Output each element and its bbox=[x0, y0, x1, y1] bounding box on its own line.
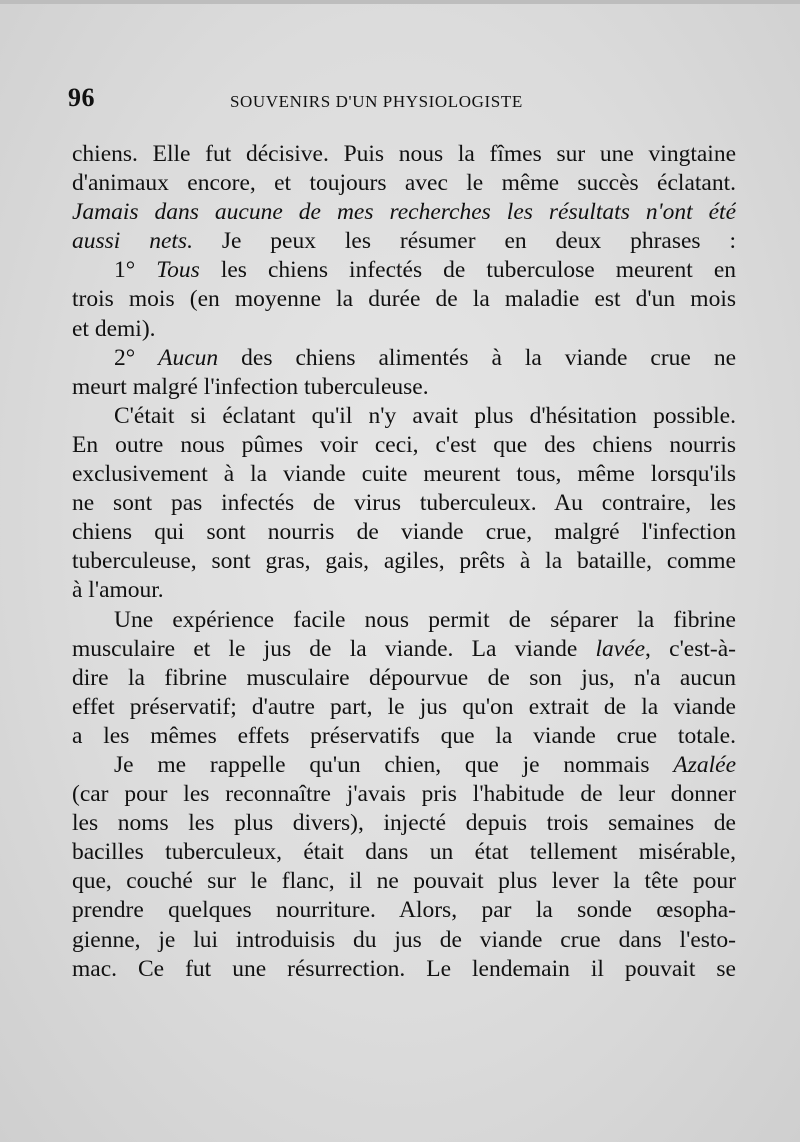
text-line: Je me rappelle qu'un chien, que je nommais Azalée bbox=[114, 751, 736, 778]
text-line: meurt malgré l'infection tuberculeuse. bbox=[72, 373, 429, 400]
text-line: ne sont pas infectés de virus tuberculeux. Au contraire, les bbox=[72, 490, 736, 517]
page-number: 96 bbox=[68, 83, 95, 112]
text-line: 1° Tous les chiens infectés de tuberculose meurent en bbox=[114, 257, 736, 284]
text-line: d'animaux encore, et toujours avec le même succès éclatant. bbox=[72, 170, 736, 197]
text-line: bacilles tuberculeux, était dans un état tellement misérable, bbox=[72, 839, 736, 866]
text-line: Jamais dans aucune de mes recherches les résultats n'ont été bbox=[72, 199, 736, 226]
text-line: C'était si éclatant qu'il n'y avait plus d'hésitation possible. bbox=[114, 402, 736, 429]
text-line: 2° Aucun des chiens alimentés à la viande crue ne bbox=[114, 344, 736, 371]
text-line: a les mêmes effets préservatifs que la viande crue totale. bbox=[72, 722, 736, 749]
text-line: (car pour les reconnaître j'avais pris l'habitude de leur donner bbox=[72, 781, 736, 808]
text-line: Une expérience facile nous permit de séparer la fibrine bbox=[114, 606, 736, 633]
text-line: En outre nous pûmes voir ceci, c'est que des chiens nourris bbox=[72, 431, 736, 458]
text-line: gienne, je lui introduisis du jus de viande crue dans l'esto- bbox=[72, 926, 736, 953]
text-line: exclusivement à la viande cuite meurent tous, même lorsqu'ils bbox=[72, 461, 736, 488]
page-header bbox=[68, 83, 728, 123]
page-edge bbox=[0, 0, 800, 4]
text-line: les noms les plus divers), injecté depuis trois semaines de bbox=[72, 810, 736, 837]
text-line: effet préservatif; d'autre part, le jus qu'on extrait de la viande bbox=[72, 693, 736, 720]
text-line: et demi). bbox=[72, 315, 156, 342]
body-text bbox=[72, 140, 736, 984]
text-line: que, couché sur le flanc, il ne pouvait plus lever la tête pour bbox=[72, 868, 736, 895]
text-line: chiens qui sont nourris de viande crue, malgré l'infection bbox=[72, 519, 736, 546]
text-line: tuberculeuse, sont gras, gais, agiles, prêts à la bataille, comme bbox=[72, 548, 736, 575]
text-line: aussi nets. Je peux les résumer en deux phrases : bbox=[72, 228, 736, 255]
emphasis-word: lavée bbox=[595, 635, 646, 662]
running-title: SOUVENIRS D'UN PHYSIOLOGISTE bbox=[230, 92, 523, 111]
text-line: trois mois (en moyenne la durée de la maladie est d'un mois bbox=[72, 286, 736, 313]
text-line: prendre quelques nourriture. Alors, par la sonde œsopha- bbox=[72, 897, 736, 924]
text-line: musculaire et le jus de la viande. La viande lavée, c'est-à- bbox=[72, 635, 736, 662]
text-line: mac. Ce fut une résurrection. Le lendemain il pouvait se bbox=[72, 955, 736, 982]
text-line: dire la fibrine musculaire dépourvue de son jus, n'a aucun bbox=[72, 664, 736, 691]
text-line: à l'amour. bbox=[72, 577, 164, 604]
text-line: chiens. Elle fut décisive. Puis nous la fîmes sur une vingtaine bbox=[72, 141, 736, 167]
